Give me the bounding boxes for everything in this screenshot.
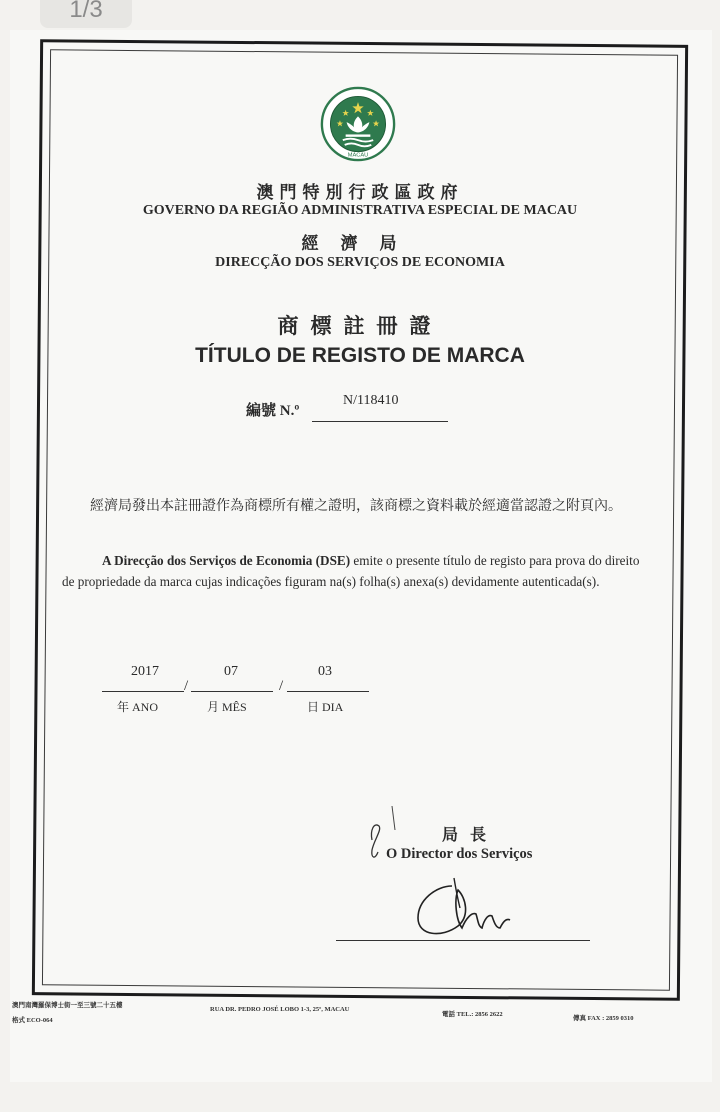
date-month-label: 月 MÊS [207,700,247,714]
department-name-portuguese: DIRECÇÃO DOS SERVIÇOS DE ECONOMIA [215,255,505,270]
director-title-portuguese: O Director dos Serviços [386,846,533,862]
certificate-title-portuguese: TÍTULO DE REGISTO DE MARCA [195,344,525,367]
date-year-line [102,691,184,692]
svg-text:MACAU: MACAU [347,152,369,159]
signature-line [336,940,590,941]
statement-portuguese [62,551,642,592]
registration-number-label: 編號 N.º [246,403,300,419]
footer-fax: 傳真 FAX : 2859 0310 [573,1015,634,1022]
footer-address-chinese: 澳門南灣羅保博士街一至三號二十五樓 [12,1002,123,1009]
date-day-value: 03 [318,664,332,679]
footer-form-code: 格式 ECO-064 [12,1017,53,1024]
statement-chinese: 經濟局發出本註冊證作為商標所有權之證明，該商標之資料載於經適當認證之附頁內。 [90,499,622,514]
department-name-chinese: 經濟局 [301,234,419,253]
date-year-value: 2017 [131,664,159,679]
statement-text: emite o presente título de registo para prova do direito de propriedade da marca cujas indicações figuram na(s) folha(s) anexa(s) devidamente autenticada(s). [62,553,640,589]
date-month-line [191,691,273,692]
macau-emblem-icon [320,86,396,162]
date-day-line [287,691,369,692]
statement-issuer: A Direcção dos Serviços de Economia (DSE) [102,553,351,568]
date-day-label: 日 DIA [307,700,344,714]
page-indicator: 1/3 [40,0,132,28]
registration-number-line [312,421,448,422]
government-name-portuguese: GOVERNO DA REGIÃO ADMINISTRATIVA ESPECIAL DE MACAU [142,203,578,218]
date-separator: / [184,678,189,694]
date-separator: / [279,678,284,694]
footer-address-portuguese: RUA DR. PEDRO JOSÉ LOBO 1-3, 25º, MACAU [210,1006,350,1013]
registration-number-value: N/118410 [343,393,399,408]
date-month-value: 07 [224,664,238,679]
director-title-chinese: 局長 [442,827,499,844]
date-year-label: 年 ANO [117,700,158,714]
government-name-chinese: 澳門特別行政區政府 [256,183,464,202]
certificate-title-chinese: 商標註冊證 [277,314,443,338]
footer-telephone: 電話 TEL.: 2856 2622 [442,1011,503,1018]
